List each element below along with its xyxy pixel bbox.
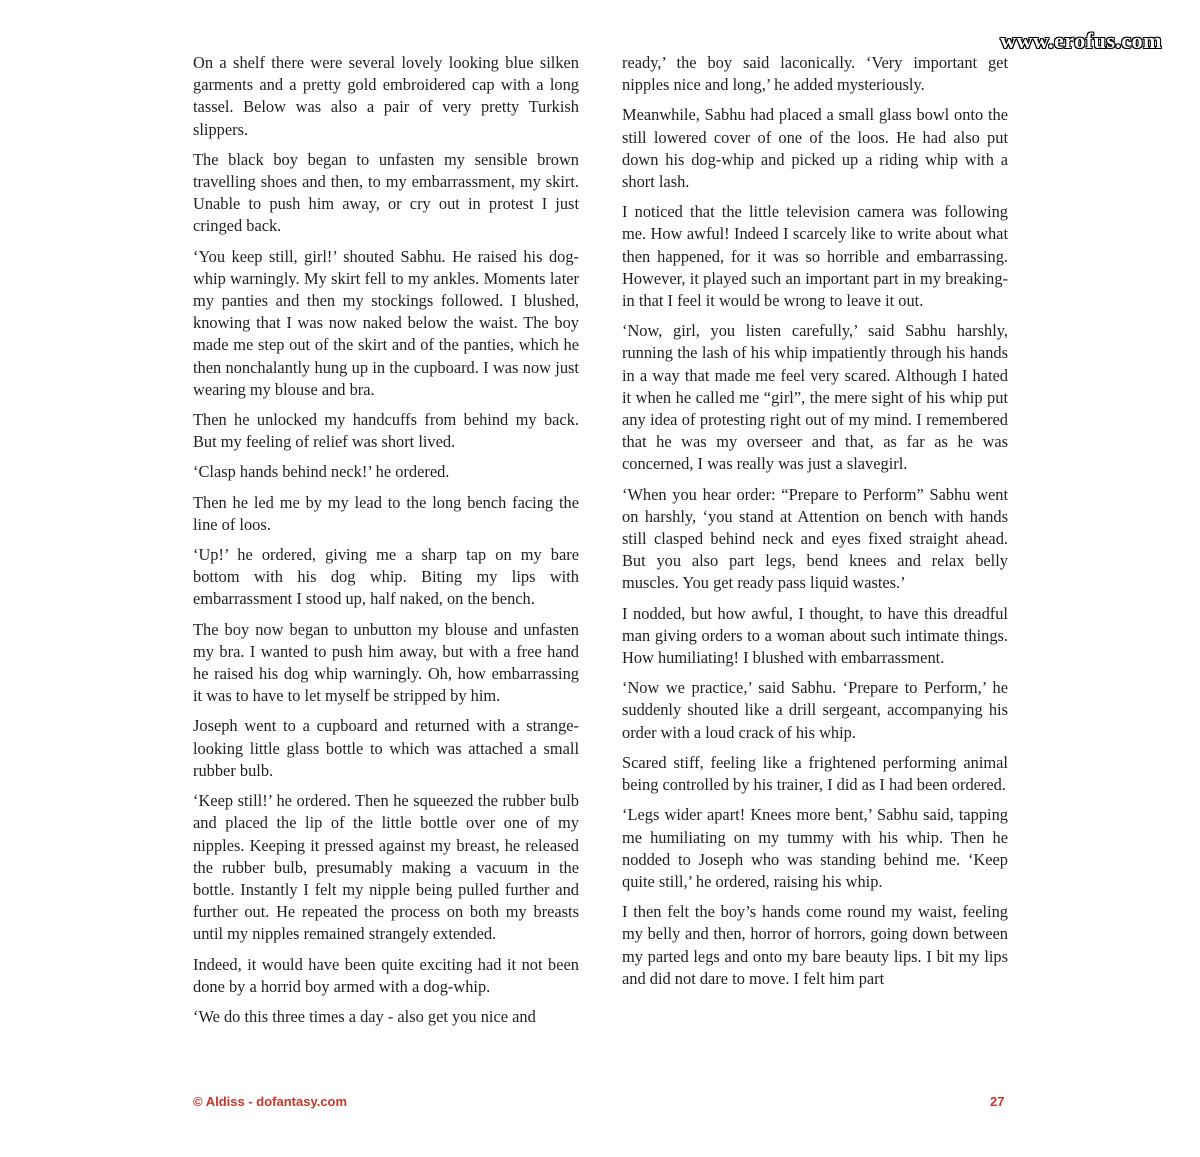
- paragraph: I then felt the boy’s hands come round my waist, feeling my belly and then, horror of horrors, going down between my parted legs and onto my bare beauty lips. I bit my lips and did not dare to move. I felt him part: [622, 902, 1008, 988]
- paragraph: Then he unlocked my handcuffs from behind my back. But my feeling of relief was short lived.: [193, 410, 579, 452]
- page-number: 27: [990, 1094, 1005, 1109]
- copyright-footer: © Aldiss - dofantasy.com: [193, 1094, 348, 1109]
- paragraph: Meanwhile, Sabhu had placed a small glass bowl onto the still lowered cover of one of the loos. He had also put down his dog-whip and picked up a riding whip with a short lash.: [622, 105, 1008, 192]
- paragraph: I nodded, but how awful, I thought, to have this dreadful man giving orders to a woman about such intimate things. How humiliating! I blushed with embarrassment.: [622, 603, 1008, 668]
- paragraph: The black boy began to unfasten my sensible brown travelling shoes and then, to my embarrassment, my skirt. Unable to push him away, or cry out in protest I just cringed back.: [193, 149, 579, 236]
- paragraph: ‘Legs wider apart! Knees more bent,’ Sabhu said, tapping me humiliating on my tummy with his whip. Then he nodded to Joseph who was standing behind me. ‘Keep quite still,’ he ordered, raising his whip.: [622, 805, 1008, 891]
- left-column: [193, 52, 579, 1036]
- paragraph: ‘Now, girl, you listen carefully,’ said Sabhu harshly, running the lash of his whip impatiently through his hands in a way that made me feel very scared. Although I hated it when he called me “girl”, the mere sight of his whip put any idea of protesting right out of my mind. I remembered that he was my overseer and that, as far as he was concerned, I was really was just a slavegirl.: [622, 321, 1008, 474]
- paragraph: On a shelf there were several lovely looking blue silken garments and a pretty gold embroidered cap with a long tassel. Below was also a pair of very pretty Turkish slippers.: [193, 53, 579, 139]
- paragraph: Then he led me by my lead to the long bench facing the line of loos.: [193, 492, 579, 534]
- paragraph: Scared stiff, feeling like a frightened performing animal being controlled by his trainer, I did as I had been ordered.: [622, 752, 1008, 795]
- paragraph: ‘Keep still!’ he ordered. Then he squeezed the rubber bulb and placed the lip of the little bottle over one of my nipples. Keeping it pressed against my breast, he released the rubber bulb, presumably making a vacuum in the bottle. Instantly I felt my nipple being pulled further and further out. He repeated the process on both my breasts until my nipples remained strangely extended.: [193, 791, 579, 944]
- paragraph: I noticed that the little television camera was following me. How awful! Indeed I scarcely like to write about what then happened, for it was so horrible and embarrassing. However, it played such an important part in my breaking-in that I feel it would be wrong to leave it out.: [622, 202, 1008, 311]
- paragraph: ‘You keep still, girl!’ shouted Sabhu. He raised his dog-whip warningly. My skirt fell to my ankles. Moments later my panties and then my stockings followed. I blushed, knowing that I was now naked below the waist. The boy made me step out of the skirt and of the panties, which he then nonchalantly hung up in the cupboard. I was now just wearing my blouse and bra.: [193, 246, 579, 399]
- paragraph: ready,’ the boy said laconically. ‘Very important get nipples nice and long,’ he added mysteriously.: [622, 53, 1008, 95]
- right-column: [622, 52, 1008, 998]
- paragraph: ‘Now we practice,’ said Sabhu. ‘Prepare to Perform,’ he suddenly shouted like a drill sergeant, accompanying his order with a loud crack of his whip.: [622, 678, 1008, 742]
- paragraph: Indeed, it would have been quite exciting had it not been done by a horrid boy armed with a dog-whip.: [193, 954, 579, 996]
- paragraph: ‘Up!’ he ordered, giving me a sharp tap on my bare bottom with his dog whip. Biting my lips with embarrassment I stood up, half naked, on the bench.: [193, 545, 579, 609]
- paragraph: ‘We do this three times a day - also get you nice and: [193, 1006, 536, 1026]
- paragraph: Joseph went to a cupboard and returned with a strange-looking little glass bottle to which was attached a small rubber bulb.: [193, 716, 579, 780]
- paragraph: The boy now began to unbutton my blouse and unfasten my bra. I wanted to push him away, but with a free hand he raised his dog whip warningly. Oh, how embarrassing it was to have to let myself be stripped by him.: [193, 619, 579, 706]
- paragraph: ‘Clasp hands behind neck!’ he ordered.: [193, 462, 450, 482]
- watermark: www.erofus.com: [1000, 28, 1162, 53]
- paragraph: ‘When you hear order: “Prepare to Perform” Sabhu went on harshly, ‘you stand at Attention on bench with hands still clasped behind neck and eyes fixed straight ahead. But you also part legs, bend knees and relax belly muscles. You get ready pass liquid wastes.’: [622, 484, 1008, 593]
